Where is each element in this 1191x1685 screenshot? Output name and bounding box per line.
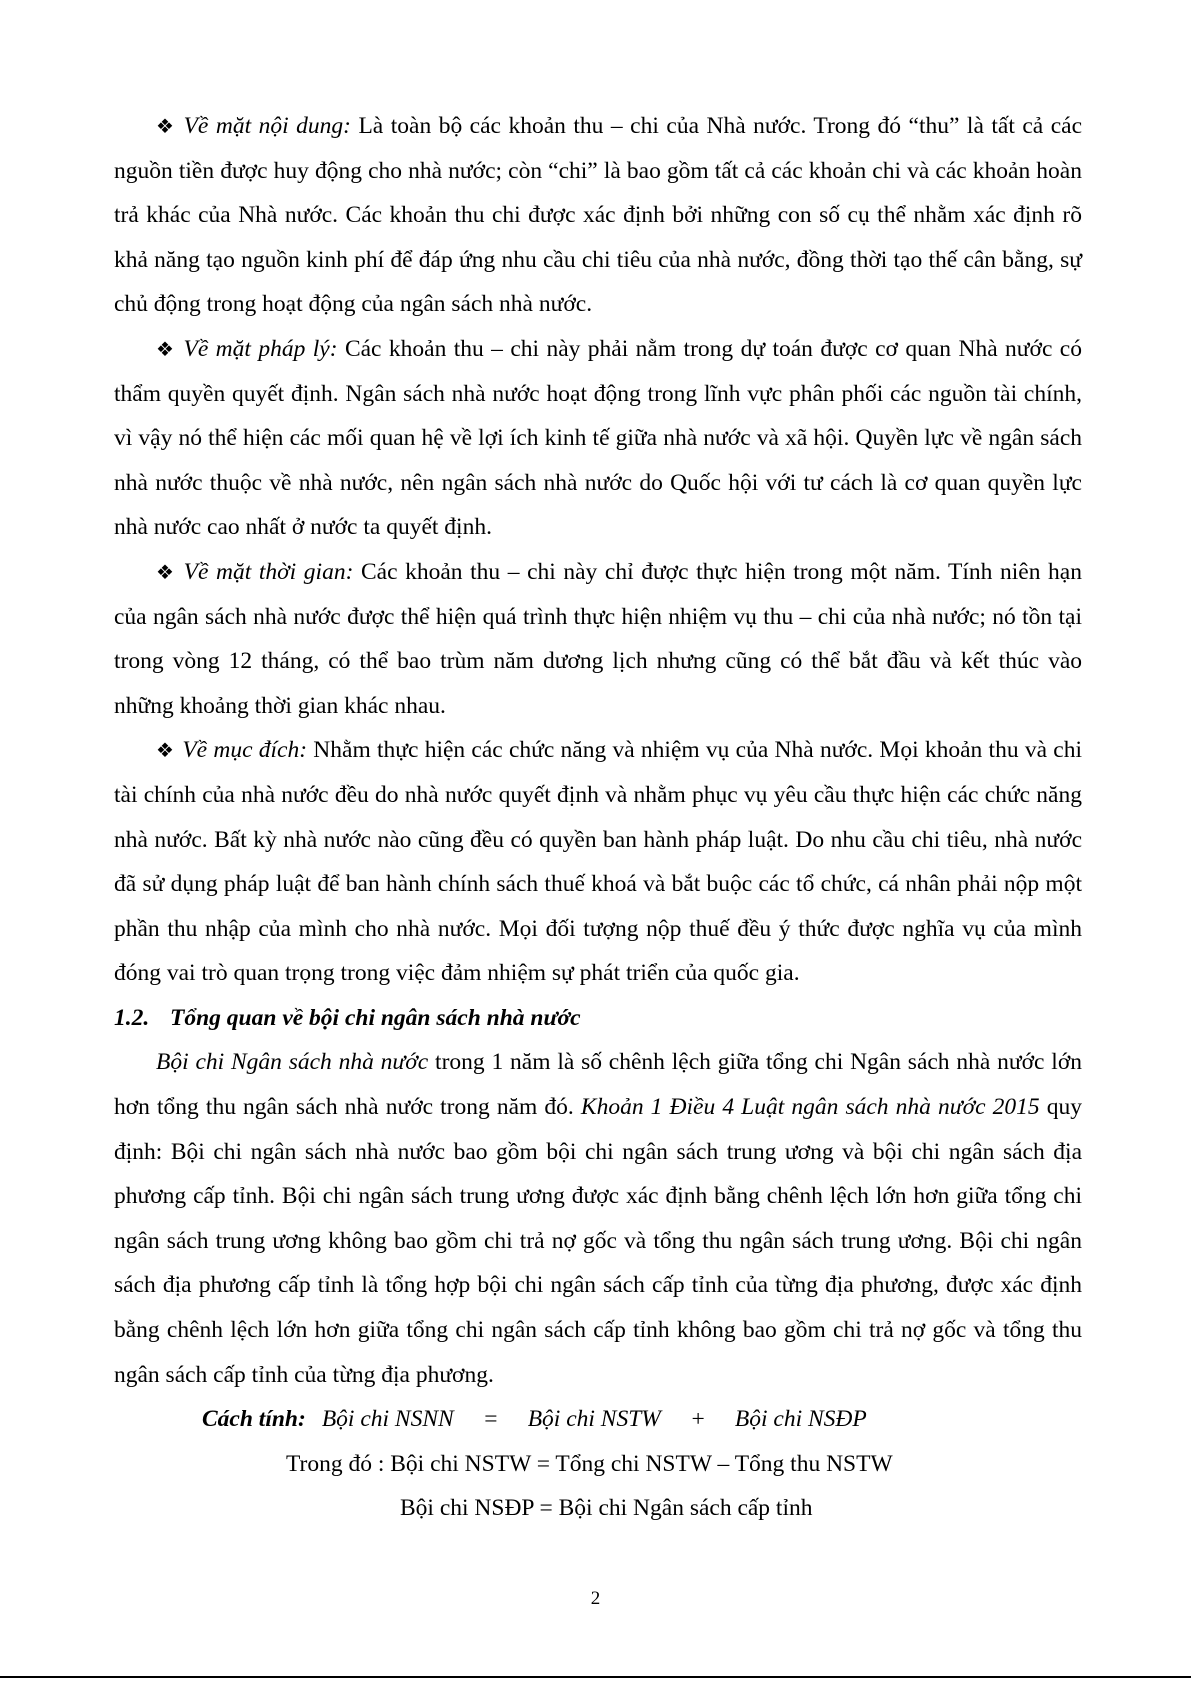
paragraph-lead: Về mục đích: — [182, 737, 308, 764]
diamond-bullet-icon: ❖ — [156, 559, 176, 584]
paragraph-definition — [114, 1040, 1082, 1397]
document-body — [114, 104, 1082, 1531]
paragraph-legal — [114, 327, 1082, 550]
paragraph-text: Các khoản thu – chi này chỉ được thực hiện trong một năm. Tính niên hạn của ngân sách nhà nước được thể hiện quá trình thực hiện nhiệm vụ thu – chi của nhà nước; nó tồn tại trong vòng 12 tháng, có thể bao trùm năm dương lịch nhưng cũng có thể bắt đầu và kết thúc vào những khoảng thời gian khác nhau. — [114, 558, 1082, 719]
formula-label: Cách tính: — [202, 1406, 306, 1433]
paragraph-time — [114, 550, 1082, 728]
formula-term-nsdp: Bội chi NSĐP — [734, 1406, 867, 1433]
paragraph-text: Nhằm thực hiện các chức năng và nhiệm vụ của Nhà nước. Mọi khoản thu và chi tài chính của nhà nước đều do nhà nước quyết định và nhằm phục vụ yêu cầu thực hiện các chức năng nhà nước. Bất kỳ nhà nước nào cũng đều có quyền ban hành pháp luật. Do nhu cầu chi tiêu, nhà nước đã sử dụng pháp luật để ban hành chính sách thuế khoá và bắt buộc các tổ chức, cá nhân phải nộp một phần thu nhập của mình cho nhà nước. Mọi đối tượng nộp thuế đều ý thức được nghĩa vụ của mình đóng vai trò quan trọng trong việc đảm nhiệm sự phát triển của quốc gia. — [114, 737, 1082, 987]
diamond-bullet-icon: ❖ — [156, 336, 176, 361]
section-heading — [114, 996, 1082, 1041]
definition-term: Bội chi Ngân sách nhà nước — [156, 1049, 429, 1076]
footer-divider — [0, 1676, 1191, 1678]
formula-line-nstw: Trong đó : Bội chi NSTW = Tổng chi NSTW – Tổng thu NSTW — [286, 1450, 893, 1477]
diamond-bullet-icon: ❖ — [156, 738, 175, 763]
paragraph-lead: Về mặt nội dung: — [183, 113, 351, 139]
paragraph-purpose — [114, 728, 1082, 996]
paragraph-lead: Về mặt thời gian: — [183, 558, 354, 585]
formula-term-nstw: Bội chi NSTW — [527, 1406, 661, 1433]
paragraph-text: Các khoản thu – chi này phải nằm trong dự toán được cơ quan Nhà nước có thẩm quyền quyết định. Ngân sách nhà nước hoạt động trong lĩnh vực phân phối các nguồn tài chính, vì vậy nó thể hiện các mối quan hệ về lợi ích kinh tế giữa nhà nước và xã hội. Quyền lực về ngân sách nhà nước thuộc về nhà nước, nên ngân sách nhà nước do Quốc hội với tư cách là cơ quan quyền lực nhà nước cao nhất ở nước ta quyết định. — [114, 335, 1082, 541]
formula-line-main — [202, 1397, 1082, 1442]
section-title: Tổng quan về bội chi ngân sách nhà nước — [170, 1004, 581, 1031]
definition-text: trong 1 năm là số chênh lệch giữa tổng chi Ngân sách nhà nước lớn hơn tổng thu ngân sách nhà nước trong năm đó. — [114, 1049, 1082, 1121]
formula-line-nsdp: Bội chi NSĐP = Bội chi Ngân sách cấp tỉnh — [400, 1495, 813, 1522]
paragraph-content — [114, 104, 1082, 327]
formula-equals: = — [482, 1406, 499, 1433]
paragraph-lead: Về mặt pháp lý: — [183, 335, 338, 362]
page-number: 2 — [590, 1588, 601, 1609]
diamond-bullet-icon: ❖ — [156, 114, 176, 138]
paragraph-text: Là toàn bộ các khoản thu – chi của Nhà nước. Trong đó “thu” là tất cả các nguồn tiền được huy động cho nhà nước; còn “chi” là bao gồm tất cả các khoản chi và các khoản hoàn trả khác của Nhà nước. Các khoản thu chi được xác định bởi những con số cụ thể nhằm xác định rõ khả năng tạo nguồn kinh phí để đáp ứng nhu cầu chi tiêu của nhà nước, đồng thời tạo thế cân bằng, sự chủ động trong hoạt động của ngân sách nhà nước. — [114, 113, 1083, 318]
formula-plus: + — [689, 1406, 706, 1433]
section-number: 1.2. — [114, 1004, 150, 1031]
law-reference: Khoản 1 Điều 4 Luật ngân sách nhà nước 2015 — [580, 1094, 1040, 1121]
formula-term-nsnn: Bội chi NSNN — [321, 1406, 454, 1433]
definition-text-cont: quy định: Bội chi ngân sách nhà nước bao gồm bội chi ngân sách trung ương và bội chi ngân sách địa phương cấp tỉnh. Bội chi ngân sách trung ương được xác định bằng chênh lệch lớn hơn giữa tổng chi ngân sách trung ương không bao gồm chi trả nợ gốc và tổng thu ngân sách trung ương. Bội chi ngân sách địa phương cấp tỉnh là tổng hợp bội chi ngân sách cấp tỉnh của từng địa phương, được xác định bằng chênh lệch lớn hơn giữa tổng chi ngân sách cấp tỉnh không bao gồm chi trả nợ gốc và tổng thu ngân sách cấp tỉnh của từng địa phương. — [114, 1094, 1082, 1388]
